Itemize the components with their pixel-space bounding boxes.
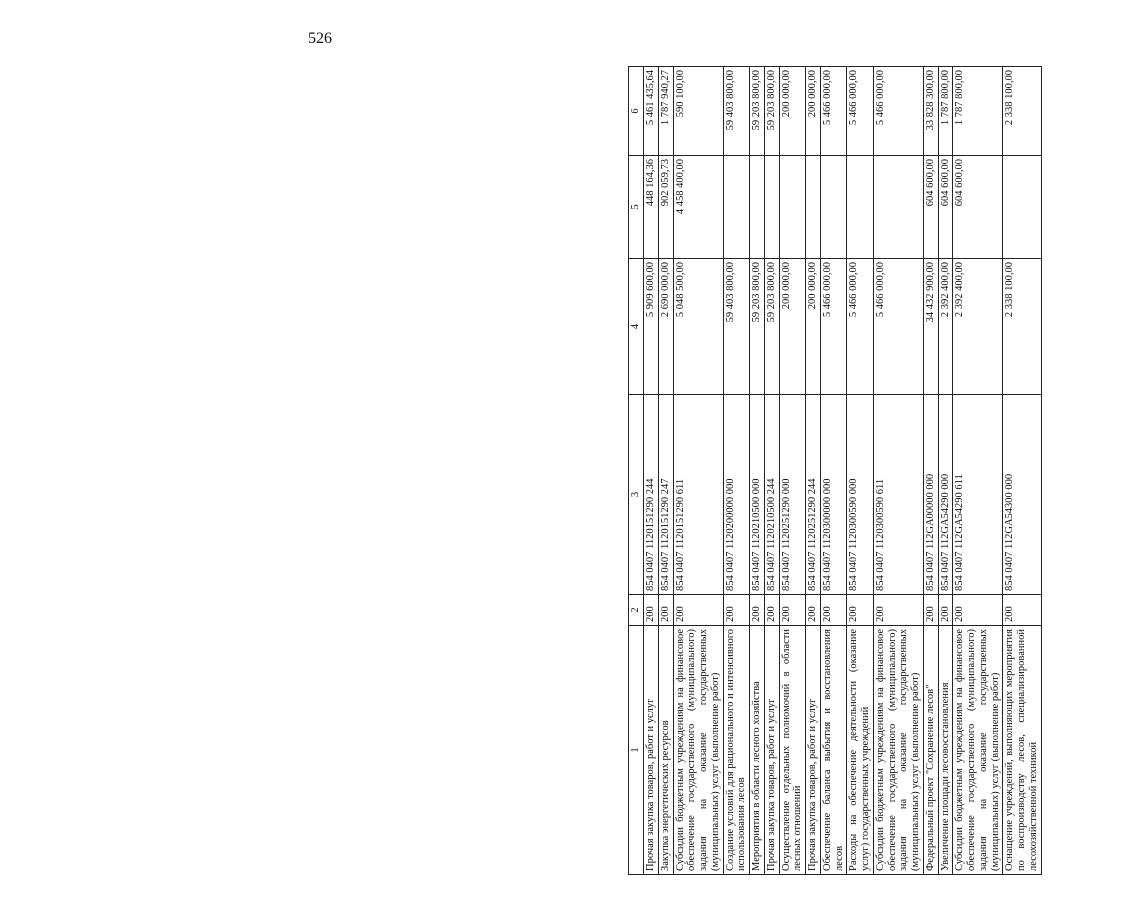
cell-value-4: 200 000,00 [806, 259, 821, 395]
cell-value-6: 2 338 100,00 [1003, 67, 1041, 156]
cell-value-6: 200 000,00 [806, 67, 821, 156]
cell-kvr: 200 [1003, 595, 1041, 626]
table-row [938, 67, 953, 875]
cell-name: Прочая закупка товаров, работ и услуг [644, 626, 659, 875]
cell-kvr: 200 [658, 595, 673, 626]
cell-value-4: 2 392 400,00 [938, 259, 953, 395]
table-header-row [629, 67, 644, 875]
cell-kvr: 200 [723, 595, 750, 626]
cell-kvr: 200 [938, 595, 953, 626]
page-number: 526 [308, 30, 332, 47]
table-row [658, 67, 673, 875]
cell-name: Обеспечение баланса выбытия и восстановления лесов [820, 626, 847, 875]
cell-value-5 [847, 156, 874, 259]
column-header: 6 [629, 67, 644, 156]
cell-code: 854 0407 1120200000 000 [723, 395, 750, 595]
cell-value-5: 4 458 400,00 [673, 156, 723, 259]
cell-name: Субсидии бюджетным учреждениям на финансовое обеспечение государственного (муниципального) задания на оказание государственных (муниципальных) услуг (выполнение работ) [673, 626, 723, 875]
cell-value-6: 590 100,00 [673, 67, 723, 156]
column-header: 3 [629, 395, 644, 595]
cell-value-6: 59 403 800,00 [723, 67, 750, 156]
cell-value-4: 5 466 000,00 [873, 259, 923, 395]
cell-code: 854 0407 1120210500 244 [764, 395, 779, 595]
cell-name: Расходы на обеспечение деятельности (оказание услуг) государственных учреждений [847, 626, 874, 875]
cell-value-6: 5 466 000,00 [847, 67, 874, 156]
table-row [1003, 67, 1041, 875]
cell-kvr: 200 [923, 595, 938, 626]
cell-value-6: 1 787 940,27 [658, 67, 673, 156]
cell-code: 854 0407 112GA00000 000 [923, 395, 938, 595]
table-row [644, 67, 659, 875]
cell-name: Создание условий для рационального и интенсивного использования лесов [723, 626, 750, 875]
cell-value-6: 5 466 000,00 [873, 67, 923, 156]
cell-value-4: 2 338 100,00 [1003, 259, 1041, 395]
cell-name: Закупка энергетических ресурсов [658, 626, 673, 875]
cell-kvr: 200 [644, 595, 659, 626]
cell-value-4: 5 466 000,00 [820, 259, 847, 395]
cell-code: 854 0407 1120300590 611 [873, 395, 923, 595]
table-row [847, 67, 874, 875]
cell-value-6: 59 203 800,00 [750, 67, 765, 156]
cell-value-5 [873, 156, 923, 259]
table-row [923, 67, 938, 875]
budget-table [628, 66, 1042, 875]
cell-value-5: 604 600,00 [953, 156, 1003, 259]
cell-value-6: 1 787 800,00 [938, 67, 953, 156]
cell-code: 854 0407 1120151290 244 [644, 395, 659, 595]
table-row [953, 67, 1003, 875]
cell-value-5 [779, 156, 806, 259]
cell-value-5: 604 600,00 [923, 156, 938, 259]
cell-name: Увеличение площади лесовосстановления [938, 626, 953, 875]
cell-value-6: 59 203 800,00 [764, 67, 779, 156]
cell-value-6: 200 000,00 [779, 67, 806, 156]
cell-value-5 [723, 156, 750, 259]
cell-value-4: 2 690 000,00 [658, 259, 673, 395]
cell-value-5 [1003, 156, 1041, 259]
table-row [750, 67, 765, 875]
cell-name: Оснащение учреждений, выполняющих мероприятия по воспроизводству лесов, специализированной лесохозяйственной техникой [1003, 626, 1041, 875]
cell-value-5: 604 600,00 [938, 156, 953, 259]
cell-value-4: 34 432 900,00 [923, 259, 938, 395]
column-header: 4 [629, 259, 644, 395]
table-row [764, 67, 779, 875]
cell-value-5 [764, 156, 779, 259]
table-row [806, 67, 821, 875]
cell-value-5 [820, 156, 847, 259]
column-header: 5 [629, 156, 644, 259]
cell-code: 854 0407 112GA54290 000 [938, 395, 953, 595]
cell-kvr: 200 [673, 595, 723, 626]
table-row [873, 67, 923, 875]
cell-code: 854 0407 1120300000 000 [820, 395, 847, 595]
cell-value-4: 59 203 800,00 [764, 259, 779, 395]
cell-value-4: 200 000,00 [779, 259, 806, 395]
cell-name: Осуществление отдельных полномочий в области лесных отношений [779, 626, 806, 875]
cell-kvr: 200 [820, 595, 847, 626]
cell-value-4: 2 392 400,00 [953, 259, 1003, 395]
cell-code: 854 0407 112GA54300 000 [1003, 395, 1041, 595]
cell-kvr: 200 [750, 595, 765, 626]
cell-kvr: 200 [779, 595, 806, 626]
cell-value-5: 448 164,36 [644, 156, 659, 259]
cell-value-4: 5 466 000,00 [847, 259, 874, 395]
cell-value-4: 5 909 600,00 [644, 259, 659, 395]
cell-value-6: 1 787 800,00 [953, 67, 1003, 156]
cell-name: Прочая закупка товаров, работ и услуг [806, 626, 821, 875]
table-row [779, 67, 806, 875]
cell-code: 854 0407 1120300590 000 [847, 395, 874, 595]
cell-value-4: 59 403 800,00 [723, 259, 750, 395]
cell-value-6: 5 461 435,64 [644, 67, 659, 156]
rotated-table-container [628, 67, 1144, 875]
cell-kvr: 200 [806, 595, 821, 626]
cell-name: Субсидии бюджетным учреждениям на финансовое обеспечение государственного (муниципального) задания на оказание государственных (муниципальных) услуг (выполнение работ) [953, 626, 1003, 875]
table-body [644, 67, 1042, 875]
cell-kvr: 200 [953, 595, 1003, 626]
cell-kvr: 200 [764, 595, 779, 626]
cell-name: Мероприятия в области лесного хозяйства [750, 626, 765, 875]
cell-name: Прочая закупка товаров, работ и услуг [764, 626, 779, 875]
cell-value-6: 5 466 000,00 [820, 67, 847, 156]
cell-kvr: 200 [873, 595, 923, 626]
cell-code: 854 0407 1120251290 000 [779, 395, 806, 595]
cell-code: 854 0407 1120151290 611 [673, 395, 723, 595]
cell-code: 854 0407 1120210500 000 [750, 395, 765, 595]
cell-value-5 [750, 156, 765, 259]
table-row [673, 67, 723, 875]
cell-value-5: 902 059,73 [658, 156, 673, 259]
table-row [723, 67, 750, 875]
cell-code: 854 0407 1120251290 244 [806, 395, 821, 595]
cell-code: 854 0407 112GA54290 611 [953, 395, 1003, 595]
cell-value-6: 33 828 300,00 [923, 67, 938, 156]
cell-name: Федеральный проект "Сохранение лесов" [923, 626, 938, 875]
column-header: 1 [629, 626, 644, 875]
cell-value-5 [806, 156, 821, 259]
column-header: 2 [629, 595, 644, 626]
cell-name: Субсидии бюджетным учреждениям на финансовое обеспечение государственного (муниципального) задания на оказание государственных (муниципальных) услуг (выполнение работ) [873, 626, 923, 875]
cell-value-4: 59 203 800,00 [750, 259, 765, 395]
cell-kvr: 200 [847, 595, 874, 626]
cell-value-4: 5 048 500,00 [673, 259, 723, 395]
cell-code: 854 0407 1120151290 247 [658, 395, 673, 595]
table-row [820, 67, 847, 875]
